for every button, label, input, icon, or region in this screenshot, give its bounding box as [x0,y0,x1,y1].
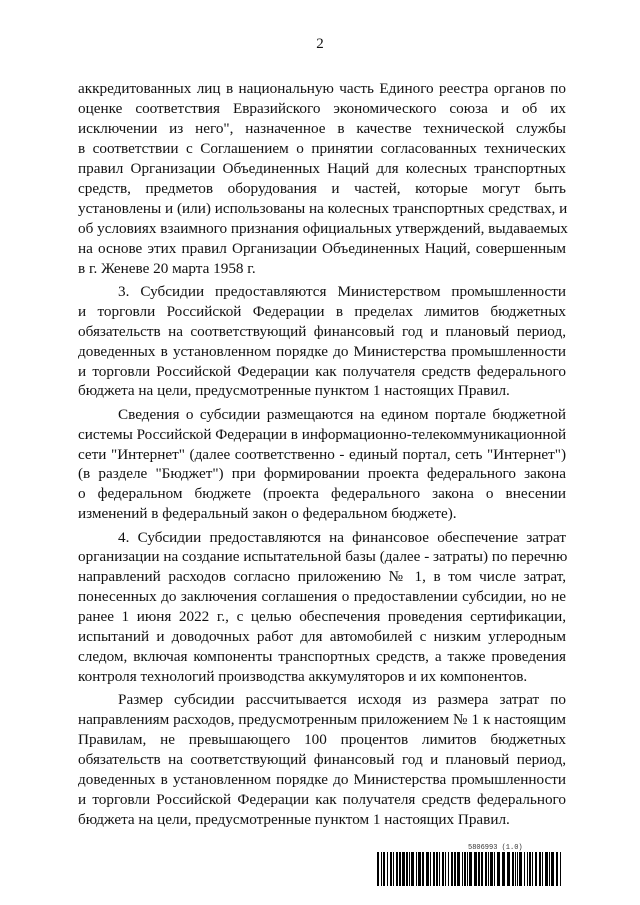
text-line: контроля технологий производства аккумуляторов и их компонентов. [78,668,528,686]
text-line: правил Организации Объединенных Наций для колесных транспортных [78,159,566,177]
barcode-caption: 5806993 (1.0) [468,844,523,852]
text-line: обязательств на соответствующий финансовый год и плановый период, [78,322,566,340]
text-line: исключении из него", назначенное в качестве технической службы [78,119,566,137]
text-line: Размер субсидии рассчитывается исходя из размера затрат по [118,691,566,709]
text-line: бюджета на цели, предусмотренные пунктом 1 настоящих Правил. [78,811,510,828]
text-line: ранее 1 июня 2022 г., с целью обеспечения проведения сертификации, [78,608,566,626]
text-line: изменений в федеральный закон о федеральном бюджете). [78,505,457,523]
text-line: системы Российской Федерации в информационно-телекоммуникационной [78,425,567,443]
text-line: организации на создание испытательной базы (далее - затраты) по перечню [78,548,568,566]
text-line: понесенных до заключения соглашения о предоставлении субсидии, но не [78,588,566,606]
text-line: и торговли Российской Федерации как получателя средств федерального [78,791,566,809]
text-line: и торговли Российской Федерации в пределах лимитов бюджетных [78,302,566,320]
text-line: об условиях взаимного признания официальных утверждений, выдаваемых [78,219,568,237]
text-line: сети "Интернет" (далее соответственно - единый портал, сеть "Интернет") [78,445,566,463]
barcode-image [377,852,565,886]
text-line: в соответствии с Соглашением о принятии согласованных технических [78,139,566,157]
text-line: и торговли Российской Федерации как получателя средств федерального [78,362,566,380]
text-line: доведенных в установленном порядке до Министерства промышленности [78,771,566,789]
text-line: бюджета на цели, предусмотренные пунктом 1 настоящих Правил. [78,382,510,400]
text-line: направлениям расходов, предусмотренным приложением № 1 к настоящим [78,711,566,729]
text-line: оценке соответствия Евразийского экономического союза и об их [78,99,566,117]
text-line: установлены и (или) использованы на колесных транспортных средствах, и [78,199,568,217]
text-line: в г. Женеве 20 марта 1958 г. [78,259,256,277]
text-line: средств, предметов оборудования и частей, которые могут быть [78,179,566,197]
text-line: Правилам, не превышающего 100 процентов лимитов бюджетных [78,731,566,749]
text-line: 3. Субсидии предоставляются Министерством промышленности [118,282,566,300]
text-line: направлений расходов согласно приложению № 1, в том числе затрат, [78,568,566,586]
text-line: о федеральном бюджете (проекта федерального закона о внесении [78,485,566,503]
page-number: 2 [316,36,324,52]
text-line: обязательств на соответствующий финансовый год и плановый период, [78,751,566,769]
text-line: Сведения о субсидии размещаются на едином портале бюджетной [118,405,566,423]
text-line: 4. Субсидии предоставляются на финансовое обеспечение затрат [118,528,566,546]
text-line: испытаний и доводочных работ для автомобилей с низким углеродным [78,628,566,646]
text-line: доведенных в установленном порядке до Министерства промышленности [78,342,566,360]
text-line: на основе этих правил Организации Объединенных Наций, совершенным [78,239,566,257]
text-line: следом, включая компоненты транспортных средств, а также проведения [78,648,566,666]
text-line: аккредитованных лиц в национальную часть Единого реестра органов по [78,80,566,97]
text-line: (в разделе "Бюджет") при формировании проекта федерального закона [78,465,566,483]
